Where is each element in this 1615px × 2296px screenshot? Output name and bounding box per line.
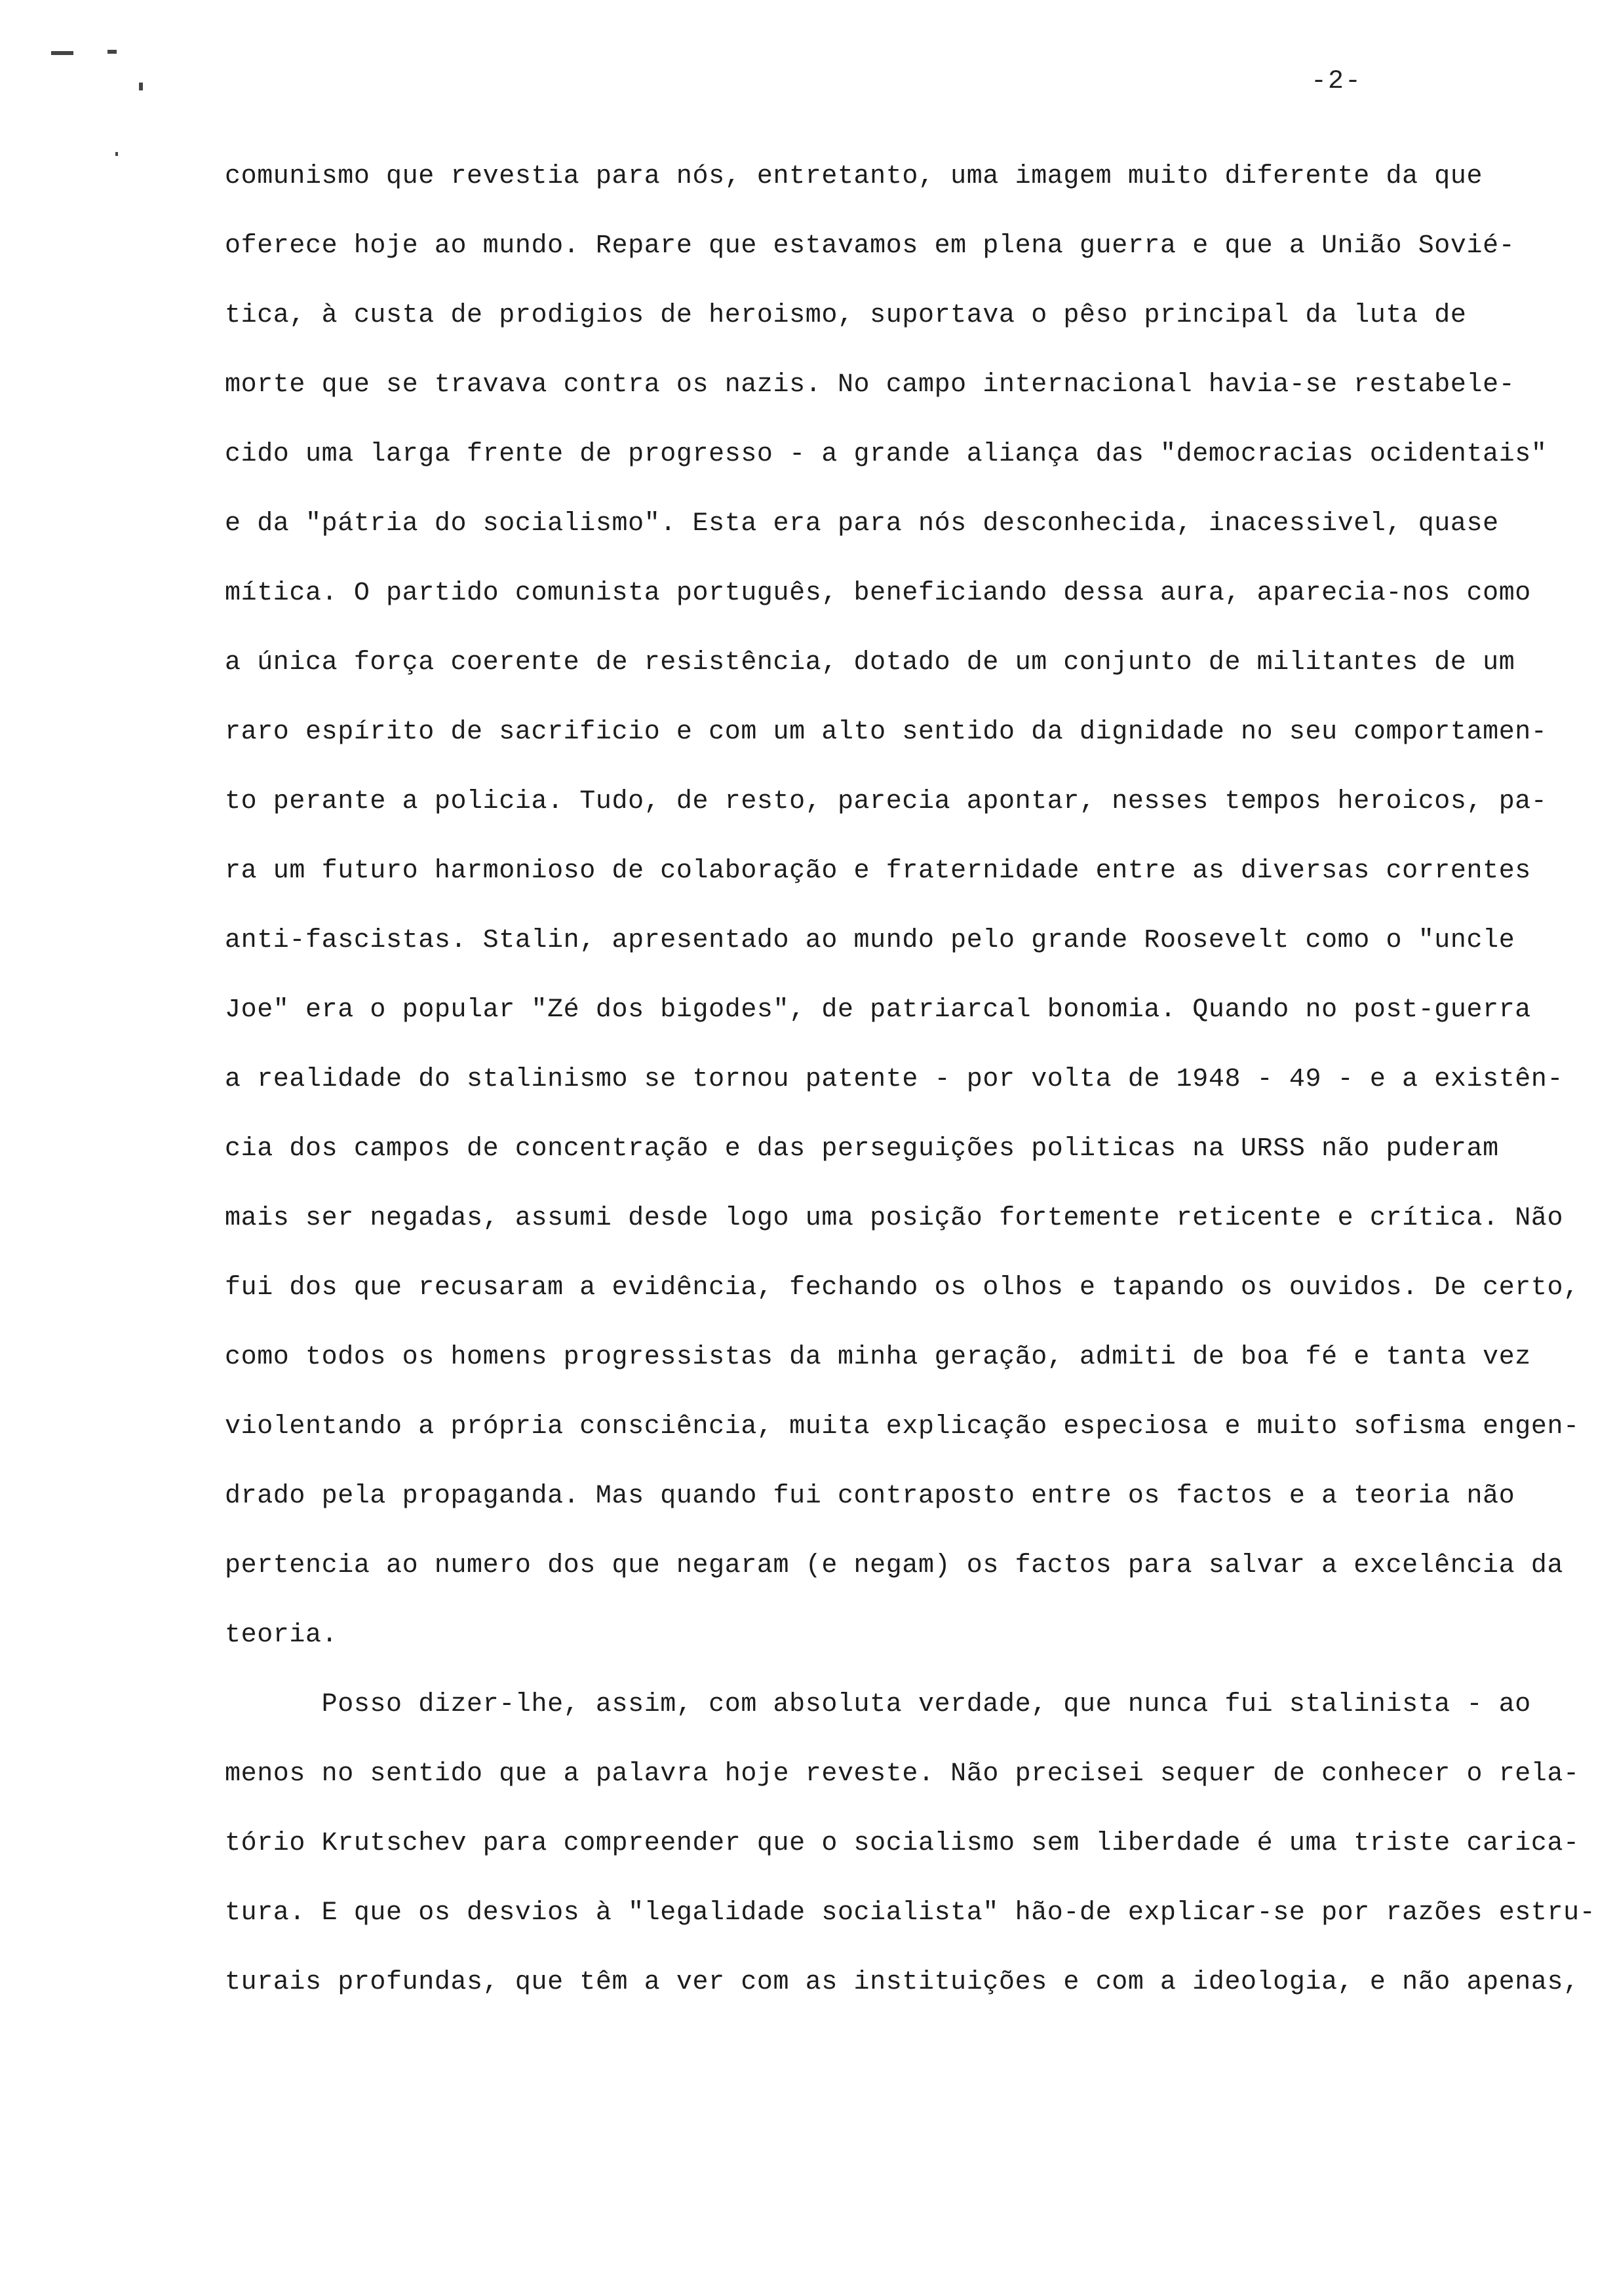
text-line: pertencia ao numero dos que negaram (e negam) os factos para salvar a excelência da — [225, 1551, 1564, 1580]
text-line: cia dos campos de concentração e das perseguições politicas na URSS não puderam — [225, 1134, 1499, 1164]
text-line: mítica. O partido comunista português, beneficiando dessa aura, aparecia-nos como — [225, 579, 1531, 608]
text-line: tório Krutschev para compreender que o socialismo sem liberdade é uma triste carica- — [225, 1829, 1580, 1858]
text-line: violentando a própria consciência, muita explicação especiosa e muito sofisma engen- — [225, 1412, 1580, 1442]
text-line: a única força coerente de resistência, dotado de um conjunto de militantes de um — [225, 648, 1515, 678]
text-line: Joe" era o popular "Zé dos bigodes", de patriarcal bonomia. Quando no post-guerra — [225, 995, 1531, 1025]
text-line: a realidade do stalinismo se tornou patente - por volta de 1948 - 49 - e a existên- — [225, 1065, 1564, 1094]
text-line: comunismo que revestia para nós, entretanto, uma imagem muito diferente da que — [225, 162, 1483, 191]
text-line: e da "pátria do socialismo". Esta era para nós desconhecida, inacessivel, quase — [225, 509, 1499, 539]
text-line: tura. E que os desvios à "legalidade socialista" hão-de explicar-se por razões estru- — [225, 1898, 1596, 1928]
text-line: ra um futuro harmonioso de colaboração e fraternidade entre as diversas correntes — [225, 856, 1531, 886]
scan-mark — [51, 51, 73, 55]
text-line: raro espírito de sacrificio e com um alto sentido da dignidade no seu comportamen- — [225, 718, 1547, 747]
page-number: -2- — [1311, 67, 1363, 96]
text-line: fui dos que recusaram a evidência, fechando os olhos e tapando os ouvidos. De certo, — [225, 1273, 1580, 1303]
scan-mark — [115, 152, 118, 156]
text-line: teoria. — [225, 1620, 338, 1650]
text-line: como todos os homens progressistas da minha geração, admiti de boa fé e tanta vez — [225, 1343, 1531, 1372]
text-line: mais ser negadas, assumi desde logo uma posição fortemente reticente e crítica. Não — [225, 1204, 1564, 1233]
text-line: drado pela propaganda. Mas quando fui contraposto entre os factos e a teoria não — [225, 1482, 1515, 1511]
text-line: turais profundas, que têm a ver com as instituições e com a ideologia, e não apenas, — [225, 1968, 1580, 1997]
text-line: anti-fascistas. Stalin, apresentado ao mundo pelo grande Roosevelt como o "uncle — [225, 926, 1515, 955]
text-line: Posso dizer-lhe, assim, com absoluta verdade, que nunca fui stalinista - ao — [225, 1690, 1531, 1719]
text-line: morte que se travava contra os nazis. No campo internacional havia-se restabele- — [225, 370, 1515, 400]
text-line: cido uma larga frente de progresso - a grande aliança das "democracias ocidentais" — [225, 440, 1547, 469]
text-line: tica, à custa de prodigios de heroismo, suportava o pêso principal da luta de — [225, 301, 1467, 330]
text-line: to perante a policia. Tudo, de resto, parecia apontar, nesses tempos heroicos, pa- — [225, 787, 1547, 816]
text-line: oferece hoje ao mundo. Repare que estavamos em plena guerra e que a União Sovié- — [225, 231, 1515, 261]
scan-mark — [139, 83, 143, 90]
text-line: menos no sentido que a palavra hoje reveste. Não precisei sequer de conhecer o rela- — [225, 1759, 1580, 1789]
scan-mark — [107, 50, 117, 54]
